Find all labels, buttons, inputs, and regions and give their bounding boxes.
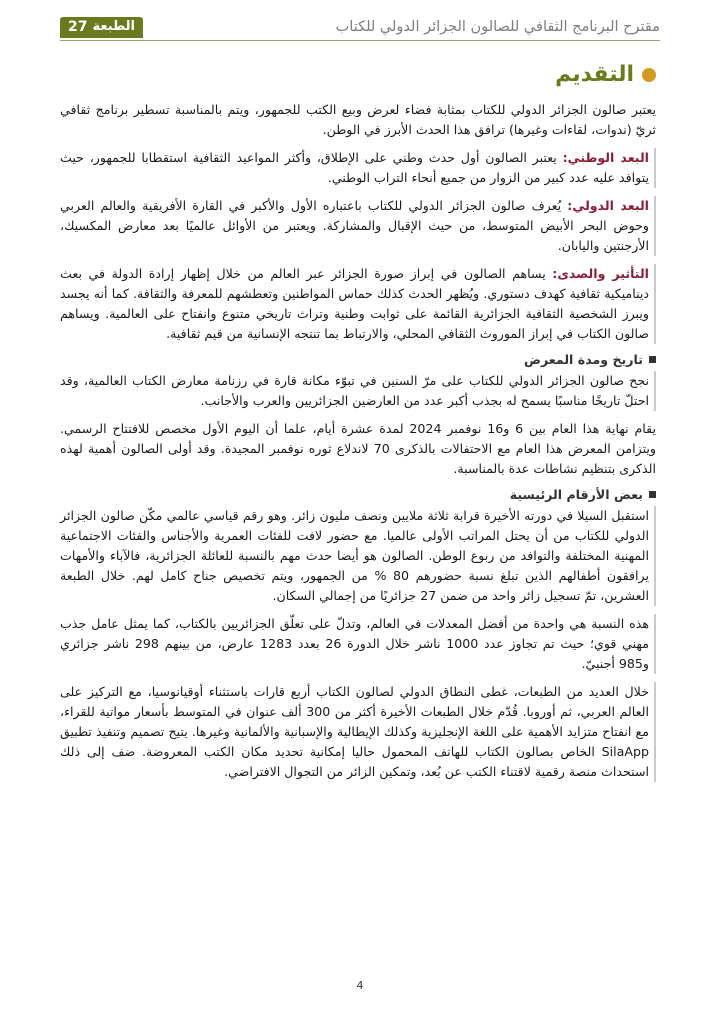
dimension-national — [60, 148, 656, 188]
dimension-text: يساهم الصالون في إبراز صورة الجزائر عبر العالم من خلال إظهار إرادة الدولة في بعث ديناميكية ثقافية كهدف دستوري. ويُظهر الحدث كذلك حماس المواطنين وتعطشهم للمعرفة والثقافة. كما أنه يجسد ويبرز الشخصية الثقافية الجزائرية القائمة على ثوابت وطنية وتراث تاريخي متنوع وانفتاح على العالمية. ويساهم صالون الكتاب في إبراز الموروث الثقافي المحلي، والارتباط بما تنتجه الإنسانية من قيم ثقافية. — [60, 266, 649, 341]
figures-heading — [60, 487, 656, 502]
page-header — [60, 14, 660, 41]
edition-number: 27 — [68, 18, 88, 35]
dimension-label: البعد الوطني: — [562, 150, 649, 165]
page-number: 4 — [356, 979, 364, 992]
dimension-international — [60, 196, 656, 256]
section-title — [555, 62, 656, 87]
figures-heading-text: بعض الأرقام الرئيسية — [509, 487, 643, 502]
history-heading — [60, 352, 656, 367]
dimension-label: التأثير والصدى: — [552, 266, 649, 281]
dimension-impact — [60, 264, 656, 344]
dimension-text: يعتبر الصالون أول حدث وطني على الإطلاق، وأكثر المواعيد الثقافية استقطابا للجمهور، حيث يتوافد عليه عدد كبير من الزوار من جميع أنحاء التراب الوطني. — [60, 150, 649, 185]
square-bullet-icon — [649, 356, 656, 363]
edition-label: الطبعة — [92, 19, 136, 34]
history-paragraph-1: نجح صالون الجزائر الدولي للكتاب على مرّ السنين في تبوّء مكانة قارة في رزنامة معارض الكتاب العالمية، وقد احتلّ تاريخًا مناسبًا يسمح له بجذب أكبر عدد من العارضين الجزائريين والعرب والأجانب. — [60, 371, 656, 411]
header-title: مقترح البرنامج الثقافي للصالون الجزائر الدولي للكتاب — [335, 19, 660, 35]
figures-paragraph-2: هذه النسبة هي واحدة من أفضل المعدلات في العالم، وتدلّ على تعلّق الجزائريين بالكتاب، كما يمثل عامل جذب مهني قوي؛ حيث تم تجاوز عدد 1000 ناشر خلال الدورة 26 بعدد 1283 عارض، من بينهم 298 ناشر جزائري و985 أجنبيّ. — [60, 614, 656, 674]
history-paragraph-2: يقام نهاية هذا العام بين 6 و16 نوفمبر 2024 لمدة عشرة أيام، علما أن اليوم الأول مخصص للافتتاح الرسمي. ويتزامن المعرض هذا العام مع الاحتفالات بالذكرى 70 لاندلاع ثوره نوفمبر المجيدة. وقد أولى الصالون أهمية لهذه الذكرى بتنظيم نشاطات عدة بالمناسبة. — [60, 421, 656, 476]
figures-paragraph-1: استقبل السيلا في دورته الأخيرة قرابة ثلاثة ملايين ونصف مليون زائر. وهو رقم قياسي عالمي مكّن صالون الجزائر الدولي للكتاب من أن يحتل المراتب الأولى عالميا. مع حضور لافت للفئات العمرية والأجناس والفئات الاجتماعية المهنية المختلفة والتوافد من ربوع الوطن. الصالون هو أيضا حدث مهم بالنسبة للعائلة الجزائرية، فالآباء والأمهات يرافقون أطفالهم الذين تبلغ نسبة حضورهم 80 % من الجمهور، ويتم تخصيص جناح كامل لهم. خلال الطبعة العشرين، تمّ تسجيل زائر واحد من ضمن 27 جزائريًا من إجمالي السكان. — [60, 506, 656, 606]
square-bullet-icon — [649, 491, 656, 498]
main-content — [60, 100, 656, 790]
dimension-text: يُعرف صالون الجزائر الدولي للكتاب باعتباره الأول والأكبر في القارة الأفريقية والعالم العربي وحوض البحر الأبيض المتوسط، من حيث الإقبال والمشاركة. ويعتبر من الأوائل عالميًا بعد معارض المكسيك، الأرجنتين واليابان. — [60, 198, 649, 253]
figures-paragraph-3: خلال العديد من الطبعات، غطى النطاق الدولي لصالون الكتاب أربع قارات باستثناء أوقيانوسيا، مع التركيز على العالم العربي، ثم أوروبا. قُدّم خلال الطبعات الأخيرة أكثر من 300 ألف عنوان في المتوسط بأسعار مواتية للقراء، مع انفتاح متزايد الأهمية على اللغة الإنجليزية وكذلك الإيطالية والإسبانية والألمانية وغيرها. يتيح تصميم وتنفيذ تطبيق SilaApp الخاص بصالون الكتاب للهاتف المحمول حاليا إمكانية تحديد مكان الكتب المعروضة. ضف إلى ذلك استحداث منصة رقمية لاقتناء الكتب عن بُعد، وتمكين الزائر من التجوال الافتراضي. — [60, 682, 656, 782]
section-title-text: التقديم — [555, 62, 634, 87]
history-heading-text: تاريخ ومدة المعرض — [524, 352, 643, 367]
intro-paragraph: يعتبر صالون الجزائر الدولي للكتاب بمثابة فضاء لعرض وبيع الكتب للجمهور، ويتم بالمناسبة تسطير برنامج ثقافي ثريّ (ندوات، لقاءات وغيرها) ترافق هذا الحدث الأبرز في الوطن. — [60, 102, 656, 137]
edition-badge — [60, 17, 143, 38]
dimension-label: البعد الدولي: — [567, 198, 649, 213]
bullet-dot-icon — [642, 68, 656, 82]
